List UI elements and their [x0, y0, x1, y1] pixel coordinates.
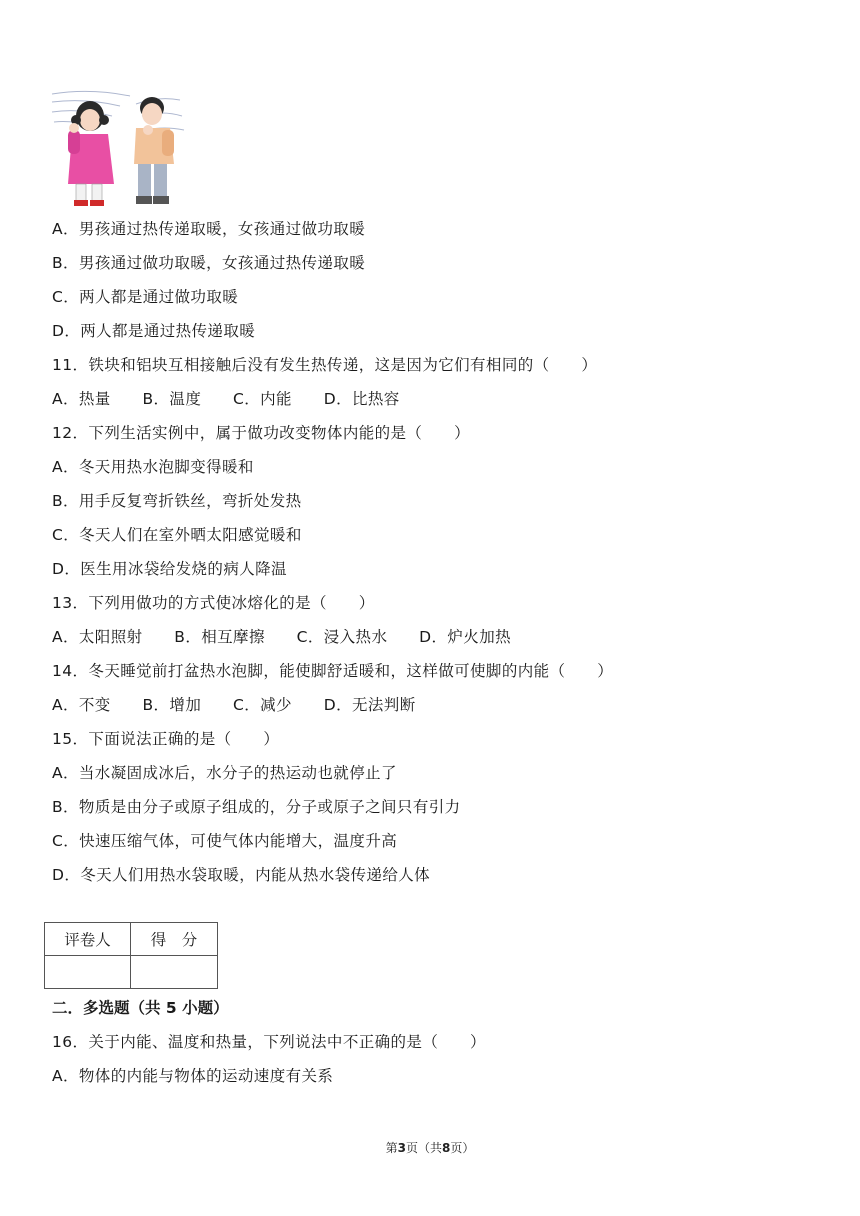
page-number: 3	[397, 1141, 406, 1155]
question-14: 14．冬天睡觉前打盆热水泡脚，能使脚舒适暖和，这样做可使脚的内能（ ）	[52, 662, 614, 680]
question-13: 13．下列用做功的方式使冰熔化的是（ ）	[52, 594, 375, 612]
question-14-options: A．不变 B．增加 C．减少 D．无法判断	[52, 696, 416, 714]
option-c: C．快速压缩气体，可使气体内能增大，温度升高	[52, 832, 398, 850]
score-cell[interactable]	[131, 956, 218, 989]
page-total: 8	[442, 1141, 451, 1155]
question-11-options: A．热量 B．温度 C．内能 D．比热容	[52, 390, 400, 408]
option-a: A．冬天用热水泡脚变得暖和	[52, 458, 254, 476]
question-15: 15．下面说法正确的是（ ）	[52, 730, 280, 748]
question-16: 16．关于内能、温度和热量，下列说法中不正确的是（ ）	[52, 1033, 486, 1051]
option-a: A．男孩通过热传递取暖，女孩通过做功取暖	[52, 220, 366, 238]
score-table	[44, 922, 218, 989]
option-b: B．用手反复弯折铁丝，弯折处发热	[52, 492, 302, 510]
option-a: A．物体的内能与物体的运动速度有关系	[52, 1067, 334, 1085]
option-c: C．冬天人们在室外晒太阳感觉暖和	[52, 526, 302, 544]
option-b: B．男孩通过做功取暖，女孩通过热传递取暖	[52, 254, 366, 272]
option-d: D．两人都是通过热传递取暖	[52, 322, 256, 340]
question-11: 11．铁块和铝块互相接触后没有发生热传递，这是因为它们有相同的（ ）	[52, 356, 598, 374]
question-13-options: A．太阳照射 B．相互摩擦 C．浸入热水 D．炉火加热	[52, 628, 511, 646]
option-d: D．冬天人们用热水袋取暖，内能从热水袋传递给人体	[52, 866, 431, 884]
option-b: B．物质是由分子或原子组成的，分子或原子之间只有引力	[52, 798, 461, 816]
option-c: C．两人都是通过做功取暖	[52, 288, 239, 306]
score-label: 得 分	[131, 923, 218, 956]
grader-cell[interactable]	[45, 956, 131, 989]
option-d: D．医生用冰袋给发烧的病人降温	[52, 560, 287, 578]
question-12: 12．下列生活实例中，属于做功改变物体内能的是（ ）	[52, 424, 471, 442]
option-a: A．当水凝固成冰后，水分子的热运动也就停止了	[52, 764, 397, 782]
page-footer: 第3页（共8页）	[385, 1141, 475, 1155]
section-title: 二．多选题（共 5 小题）	[52, 999, 229, 1017]
grader-label: 评卷人	[45, 923, 131, 956]
children-warming-hands-illustration	[50, 86, 186, 208]
